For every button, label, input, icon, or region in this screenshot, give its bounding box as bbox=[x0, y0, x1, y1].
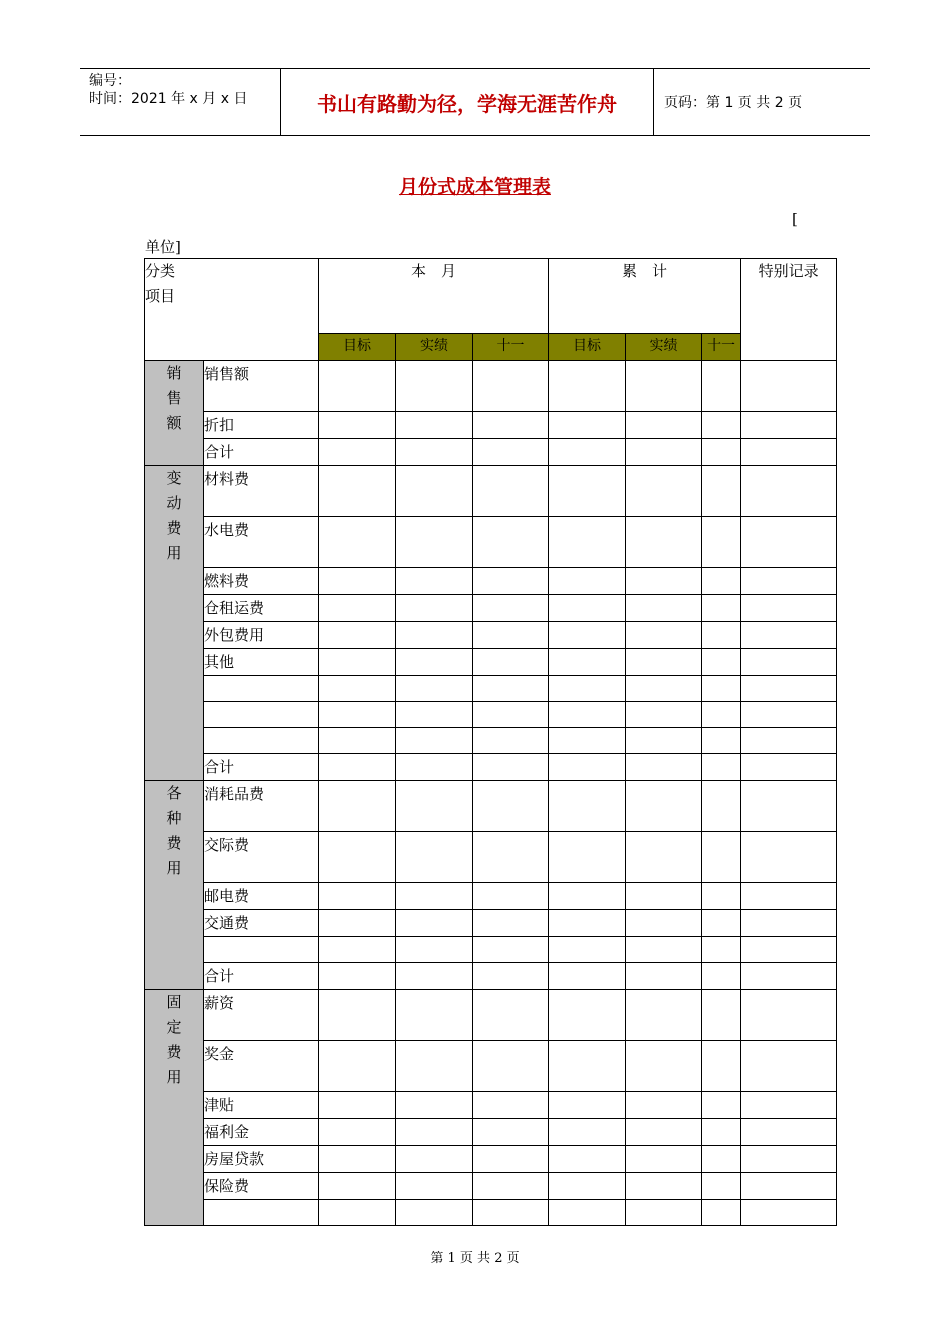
value-cell[interactable] bbox=[702, 1173, 741, 1200]
special-record-cell[interactable] bbox=[741, 728, 837, 754]
value-cell[interactable] bbox=[319, 883, 396, 910]
value-cell[interactable] bbox=[319, 676, 396, 702]
value-cell[interactable] bbox=[396, 1092, 473, 1119]
value-cell[interactable] bbox=[702, 466, 741, 517]
item-name-cell bbox=[204, 1041, 319, 1092]
value-cell[interactable] bbox=[702, 517, 741, 568]
special-record-cell[interactable] bbox=[741, 1041, 837, 1092]
value-cell[interactable] bbox=[702, 754, 741, 781]
table-row bbox=[145, 702, 837, 728]
item-name-cell bbox=[204, 781, 319, 832]
table-row bbox=[145, 517, 837, 568]
table-row bbox=[145, 1041, 837, 1092]
special-record-cell[interactable] bbox=[741, 1200, 837, 1226]
value-cell[interactable] bbox=[473, 676, 549, 702]
sub-header-target-cumulative: 目标 bbox=[549, 334, 626, 361]
value-cell[interactable] bbox=[549, 1200, 626, 1226]
value-cell[interactable] bbox=[702, 910, 741, 937]
special-record-cell[interactable] bbox=[741, 517, 837, 568]
value-cell[interactable] bbox=[396, 1173, 473, 1200]
value-cell[interactable] bbox=[396, 361, 473, 412]
value-cell[interactable] bbox=[319, 412, 396, 439]
table-row bbox=[145, 990, 837, 1041]
value-cell[interactable] bbox=[396, 990, 473, 1041]
value-cell[interactable] bbox=[473, 412, 549, 439]
item-name: 薪资 bbox=[204, 994, 235, 1012]
table-row bbox=[145, 937, 837, 963]
value-cell[interactable] bbox=[396, 702, 473, 728]
value-cell[interactable] bbox=[549, 1092, 626, 1119]
special-record-cell[interactable] bbox=[741, 412, 837, 439]
value-cell[interactable] bbox=[626, 910, 702, 937]
value-cell[interactable] bbox=[396, 1041, 473, 1092]
item-name-cell bbox=[204, 676, 319, 702]
value-cell[interactable] bbox=[396, 1119, 473, 1146]
value-cell[interactable] bbox=[626, 1041, 702, 1092]
item-name: 其他 bbox=[204, 653, 235, 671]
value-cell[interactable] bbox=[396, 728, 473, 754]
item-name bbox=[204, 1200, 318, 1201]
special-record-cell[interactable] bbox=[741, 1173, 837, 1200]
value-cell[interactable] bbox=[319, 963, 396, 990]
value-cell[interactable] bbox=[549, 1119, 626, 1146]
category-label: 变动费用 bbox=[166, 469, 182, 562]
item-name-cell bbox=[204, 1173, 319, 1200]
sub-header-target: 目标 bbox=[319, 334, 396, 361]
value-cell[interactable] bbox=[473, 728, 549, 754]
value-cell[interactable] bbox=[702, 439, 741, 466]
item-name-cell bbox=[204, 963, 319, 990]
category-cell bbox=[145, 990, 204, 1226]
special-record-cell[interactable] bbox=[741, 754, 837, 781]
special-record-cell[interactable] bbox=[741, 832, 837, 883]
table-row bbox=[145, 1146, 837, 1173]
value-cell[interactable] bbox=[396, 439, 473, 466]
value-cell[interactable] bbox=[549, 568, 626, 595]
value-cell[interactable] bbox=[473, 702, 549, 728]
value-cell[interactable] bbox=[626, 568, 702, 595]
value-cell[interactable] bbox=[549, 990, 626, 1041]
item-name-cell bbox=[204, 439, 319, 466]
value-cell[interactable] bbox=[702, 622, 741, 649]
item-name: 合计 bbox=[204, 758, 235, 776]
value-cell[interactable] bbox=[702, 412, 741, 439]
table-row bbox=[145, 963, 837, 990]
value-cell[interactable] bbox=[396, 649, 473, 676]
value-cell[interactable] bbox=[473, 781, 549, 832]
sub-header-diff: 十一 bbox=[473, 334, 549, 361]
number-label: 编号： bbox=[89, 73, 131, 89]
value-cell[interactable] bbox=[319, 622, 396, 649]
value-cell[interactable] bbox=[702, 937, 741, 963]
value-cell[interactable] bbox=[396, 910, 473, 937]
sub-header-actual-cumulative: 实绩 bbox=[626, 334, 702, 361]
value-cell[interactable] bbox=[396, 963, 473, 990]
value-cell[interactable] bbox=[549, 1173, 626, 1200]
item-name: 外包费用 bbox=[204, 626, 265, 644]
value-cell[interactable] bbox=[549, 883, 626, 910]
value-cell[interactable] bbox=[626, 754, 702, 781]
value-cell[interactable] bbox=[626, 517, 702, 568]
value-cell[interactable] bbox=[702, 676, 741, 702]
value-cell[interactable] bbox=[626, 1119, 702, 1146]
value-cell[interactable] bbox=[319, 595, 396, 622]
value-cell[interactable] bbox=[626, 439, 702, 466]
value-cell[interactable] bbox=[473, 990, 549, 1041]
value-cell[interactable] bbox=[319, 1146, 396, 1173]
value-cell[interactable] bbox=[549, 937, 626, 963]
item-name: 交通费 bbox=[204, 914, 250, 932]
item-name: 合计 bbox=[204, 967, 235, 985]
table-row bbox=[145, 676, 837, 702]
category-header-cell bbox=[145, 259, 319, 361]
table-row bbox=[145, 649, 837, 676]
value-cell[interactable] bbox=[396, 937, 473, 963]
item-name-cell bbox=[204, 910, 319, 937]
special-record-cell[interactable] bbox=[741, 439, 837, 466]
document-header bbox=[80, 68, 870, 136]
header-meta bbox=[80, 69, 281, 135]
item-name-cell bbox=[204, 990, 319, 1041]
special-record-cell[interactable] bbox=[741, 361, 837, 412]
item-name: 消耗品费 bbox=[204, 785, 265, 803]
value-cell[interactable] bbox=[549, 754, 626, 781]
item-name-cell bbox=[204, 622, 319, 649]
value-cell[interactable] bbox=[549, 622, 626, 649]
value-cell[interactable] bbox=[473, 832, 549, 883]
item-name: 交际费 bbox=[204, 836, 250, 854]
item-name-cell bbox=[204, 595, 319, 622]
value-cell[interactable] bbox=[473, 568, 549, 595]
value-cell[interactable] bbox=[626, 832, 702, 883]
value-cell[interactable] bbox=[319, 990, 396, 1041]
value-cell[interactable] bbox=[702, 1146, 741, 1173]
item-name: 仓租运费 bbox=[204, 599, 265, 617]
value-cell[interactable] bbox=[473, 754, 549, 781]
value-cell[interactable] bbox=[549, 466, 626, 517]
value-cell[interactable] bbox=[626, 676, 702, 702]
value-cell[interactable] bbox=[626, 1200, 702, 1226]
value-cell[interactable] bbox=[626, 649, 702, 676]
value-cell[interactable] bbox=[702, 990, 741, 1041]
value-cell[interactable] bbox=[473, 649, 549, 676]
value-cell[interactable] bbox=[549, 702, 626, 728]
table-row bbox=[145, 883, 837, 910]
value-cell[interactable] bbox=[396, 622, 473, 649]
value-cell[interactable] bbox=[702, 702, 741, 728]
group-header-cumulative: 累 计 bbox=[549, 259, 741, 334]
value-cell[interactable] bbox=[396, 1146, 473, 1173]
value-cell[interactable] bbox=[319, 568, 396, 595]
table-row bbox=[145, 466, 837, 517]
value-cell[interactable] bbox=[319, 702, 396, 728]
special-record-cell[interactable] bbox=[741, 622, 837, 649]
item-name-cell bbox=[204, 702, 319, 728]
value-cell[interactable] bbox=[473, 1173, 549, 1200]
value-cell[interactable] bbox=[549, 595, 626, 622]
value-cell[interactable] bbox=[473, 361, 549, 412]
value-cell[interactable] bbox=[319, 1200, 396, 1226]
special-record-cell[interactable] bbox=[741, 781, 837, 832]
item-name: 材料费 bbox=[204, 470, 250, 488]
value-cell[interactable] bbox=[626, 595, 702, 622]
item-name-cell bbox=[204, 832, 319, 883]
item-name-cell bbox=[204, 1146, 319, 1173]
category-cell bbox=[145, 466, 204, 781]
value-cell[interactable] bbox=[702, 595, 741, 622]
value-cell[interactable] bbox=[702, 1119, 741, 1146]
cost-table bbox=[144, 258, 837, 1226]
value-cell[interactable] bbox=[319, 910, 396, 937]
table-row bbox=[145, 1119, 837, 1146]
value-cell[interactable] bbox=[626, 937, 702, 963]
value-cell[interactable] bbox=[396, 676, 473, 702]
value-cell[interactable] bbox=[319, 649, 396, 676]
item-name-cell bbox=[204, 937, 319, 963]
value-cell[interactable] bbox=[549, 781, 626, 832]
special-record-cell[interactable] bbox=[741, 676, 837, 702]
value-cell[interactable] bbox=[396, 832, 473, 883]
value-cell[interactable] bbox=[473, 517, 549, 568]
value-cell[interactable] bbox=[626, 1146, 702, 1173]
value-cell[interactable] bbox=[626, 412, 702, 439]
special-record-cell[interactable] bbox=[741, 595, 837, 622]
table-row bbox=[145, 1092, 837, 1119]
value-cell[interactable] bbox=[549, 728, 626, 754]
value-cell[interactable] bbox=[473, 1200, 549, 1226]
value-cell[interactable] bbox=[702, 1041, 741, 1092]
value-cell[interactable] bbox=[626, 1173, 702, 1200]
value-cell[interactable] bbox=[319, 1119, 396, 1146]
table-row bbox=[145, 910, 837, 937]
special-record-cell[interactable] bbox=[741, 1092, 837, 1119]
category-header-line-2: 项目 bbox=[145, 287, 176, 305]
value-cell[interactable] bbox=[626, 728, 702, 754]
value-cell[interactable] bbox=[549, 676, 626, 702]
value-cell[interactable] bbox=[319, 517, 396, 568]
value-cell[interactable] bbox=[549, 963, 626, 990]
item-name-cell bbox=[204, 361, 319, 412]
value-cell[interactable] bbox=[702, 883, 741, 910]
page-footer: 第 1 页 共 2 页 bbox=[430, 1251, 520, 1266]
category-label: 各种费用 bbox=[166, 784, 182, 877]
value-cell[interactable] bbox=[473, 1092, 549, 1119]
value-cell[interactable] bbox=[473, 1119, 549, 1146]
value-cell[interactable] bbox=[702, 1200, 741, 1226]
value-cell[interactable] bbox=[319, 937, 396, 963]
value-cell[interactable] bbox=[626, 1092, 702, 1119]
value-cell[interactable] bbox=[626, 883, 702, 910]
value-cell[interactable] bbox=[473, 937, 549, 963]
value-cell[interactable] bbox=[473, 1041, 549, 1092]
special-record-cell[interactable] bbox=[741, 910, 837, 937]
special-record-cell[interactable] bbox=[741, 990, 837, 1041]
value-cell[interactable] bbox=[396, 883, 473, 910]
special-record-cell[interactable] bbox=[741, 702, 837, 728]
item-name: 福利金 bbox=[204, 1123, 250, 1141]
special-record-cell[interactable] bbox=[741, 1119, 837, 1146]
special-record-cell[interactable] bbox=[741, 649, 837, 676]
value-cell[interactable] bbox=[319, 1041, 396, 1092]
table-row bbox=[145, 832, 837, 883]
item-name-cell bbox=[204, 649, 319, 676]
value-cell[interactable] bbox=[626, 990, 702, 1041]
special-record-header: 特别记录 bbox=[741, 259, 837, 361]
table-row bbox=[145, 595, 837, 622]
value-cell[interactable] bbox=[549, 832, 626, 883]
value-cell[interactable] bbox=[473, 595, 549, 622]
value-cell[interactable] bbox=[396, 412, 473, 439]
value-cell[interactable] bbox=[319, 466, 396, 517]
special-record-cell[interactable] bbox=[741, 568, 837, 595]
value-cell[interactable] bbox=[319, 754, 396, 781]
item-name: 合计 bbox=[204, 443, 235, 461]
special-record-cell[interactable] bbox=[741, 1146, 837, 1173]
item-name-cell bbox=[204, 754, 319, 781]
header-page-info: 页码：第 1 页 共 2 页 bbox=[664, 95, 803, 111]
item-name-cell bbox=[204, 517, 319, 568]
value-cell[interactable] bbox=[549, 439, 626, 466]
value-cell[interactable] bbox=[319, 1092, 396, 1119]
value-cell[interactable] bbox=[319, 439, 396, 466]
sub-header-actual: 实绩 bbox=[396, 334, 473, 361]
item-name-cell bbox=[204, 466, 319, 517]
value-cell[interactable] bbox=[702, 781, 741, 832]
value-cell[interactable] bbox=[626, 361, 702, 412]
value-cell[interactable] bbox=[702, 728, 741, 754]
table-row bbox=[145, 1200, 837, 1226]
item-name: 津贴 bbox=[204, 1096, 235, 1114]
item-name-cell bbox=[204, 568, 319, 595]
table-row bbox=[145, 412, 837, 439]
unit-label: 单位] bbox=[145, 238, 181, 256]
special-record-cell[interactable] bbox=[741, 883, 837, 910]
category-label: 固定费用 bbox=[166, 993, 182, 1086]
value-cell[interactable] bbox=[473, 910, 549, 937]
category-cell bbox=[145, 781, 204, 990]
category-label: 销售额 bbox=[166, 364, 182, 432]
value-cell[interactable] bbox=[473, 466, 549, 517]
sub-header-diff-cumulative: 十一 bbox=[702, 334, 741, 361]
value-cell[interactable] bbox=[549, 412, 626, 439]
value-cell[interactable] bbox=[702, 361, 741, 412]
value-cell[interactable] bbox=[319, 832, 396, 883]
table-row bbox=[145, 1173, 837, 1200]
value-cell[interactable] bbox=[549, 361, 626, 412]
table-row bbox=[145, 439, 837, 466]
item-name: 保险费 bbox=[204, 1177, 250, 1195]
value-cell[interactable] bbox=[549, 1041, 626, 1092]
item-name bbox=[204, 728, 318, 729]
value-cell[interactable] bbox=[473, 1146, 549, 1173]
value-cell[interactable] bbox=[396, 781, 473, 832]
table-header-row bbox=[145, 259, 837, 334]
category-cell bbox=[145, 361, 204, 466]
value-cell[interactable] bbox=[626, 781, 702, 832]
value-cell[interactable] bbox=[396, 517, 473, 568]
item-name: 奖金 bbox=[204, 1045, 235, 1063]
value-cell[interactable] bbox=[396, 568, 473, 595]
item-name: 房屋贷款 bbox=[204, 1150, 265, 1168]
table-row bbox=[145, 781, 837, 832]
value-cell[interactable] bbox=[396, 466, 473, 517]
table-row bbox=[145, 361, 837, 412]
page-title-text: 月份式成本管理表 bbox=[398, 176, 551, 198]
value-cell[interactable] bbox=[396, 1200, 473, 1226]
value-cell[interactable] bbox=[549, 649, 626, 676]
item-name: 燃料费 bbox=[204, 572, 250, 590]
value-cell[interactable] bbox=[473, 622, 549, 649]
item-name bbox=[204, 937, 318, 938]
value-cell[interactable] bbox=[473, 963, 549, 990]
value-cell[interactable] bbox=[549, 910, 626, 937]
table-row bbox=[145, 728, 837, 754]
value-cell[interactable] bbox=[626, 963, 702, 990]
value-cell[interactable] bbox=[702, 1092, 741, 1119]
value-cell[interactable] bbox=[319, 728, 396, 754]
value-cell[interactable] bbox=[626, 466, 702, 517]
value-cell[interactable] bbox=[702, 832, 741, 883]
item-name-cell bbox=[204, 883, 319, 910]
value-cell[interactable] bbox=[319, 361, 396, 412]
table-row bbox=[145, 568, 837, 595]
group-header-month: 本 月 bbox=[319, 259, 549, 334]
value-cell[interactable] bbox=[396, 754, 473, 781]
value-cell[interactable] bbox=[702, 963, 741, 990]
value-cell[interactable] bbox=[702, 568, 741, 595]
table-row bbox=[145, 754, 837, 781]
value-cell[interactable] bbox=[396, 595, 473, 622]
value-cell[interactable] bbox=[549, 517, 626, 568]
category-header-line-1: 分类 bbox=[145, 262, 176, 280]
special-record-cell[interactable] bbox=[741, 963, 837, 990]
value-cell[interactable] bbox=[319, 1173, 396, 1200]
item-name bbox=[204, 702, 318, 703]
item-name bbox=[204, 676, 318, 677]
value-cell[interactable] bbox=[702, 649, 741, 676]
item-name-cell bbox=[204, 728, 319, 754]
special-record-cell[interactable] bbox=[741, 466, 837, 517]
item-name: 邮电费 bbox=[204, 887, 250, 905]
unit-bracket: [ bbox=[792, 210, 798, 228]
value-cell[interactable] bbox=[473, 439, 549, 466]
item-name: 水电费 bbox=[204, 521, 250, 539]
value-cell[interactable] bbox=[549, 1146, 626, 1173]
value-cell[interactable] bbox=[626, 702, 702, 728]
header-motto: 书山有路勤为径，学海无涯苦作舟 bbox=[281, 69, 654, 135]
special-record-cell[interactable] bbox=[741, 937, 837, 963]
table-row bbox=[145, 622, 837, 649]
value-cell[interactable] bbox=[626, 622, 702, 649]
value-cell[interactable] bbox=[473, 883, 549, 910]
item-name: 销售额 bbox=[204, 365, 250, 383]
item-name-cell bbox=[204, 1200, 319, 1226]
item-name-cell bbox=[204, 1092, 319, 1119]
item-name-cell bbox=[204, 1119, 319, 1146]
time-label: 时间：2021 年 x 月 x 日 bbox=[89, 91, 248, 107]
value-cell[interactable] bbox=[319, 781, 396, 832]
item-name: 折扣 bbox=[204, 416, 235, 434]
item-name-cell bbox=[204, 412, 319, 439]
page-title bbox=[0, 172, 950, 199]
